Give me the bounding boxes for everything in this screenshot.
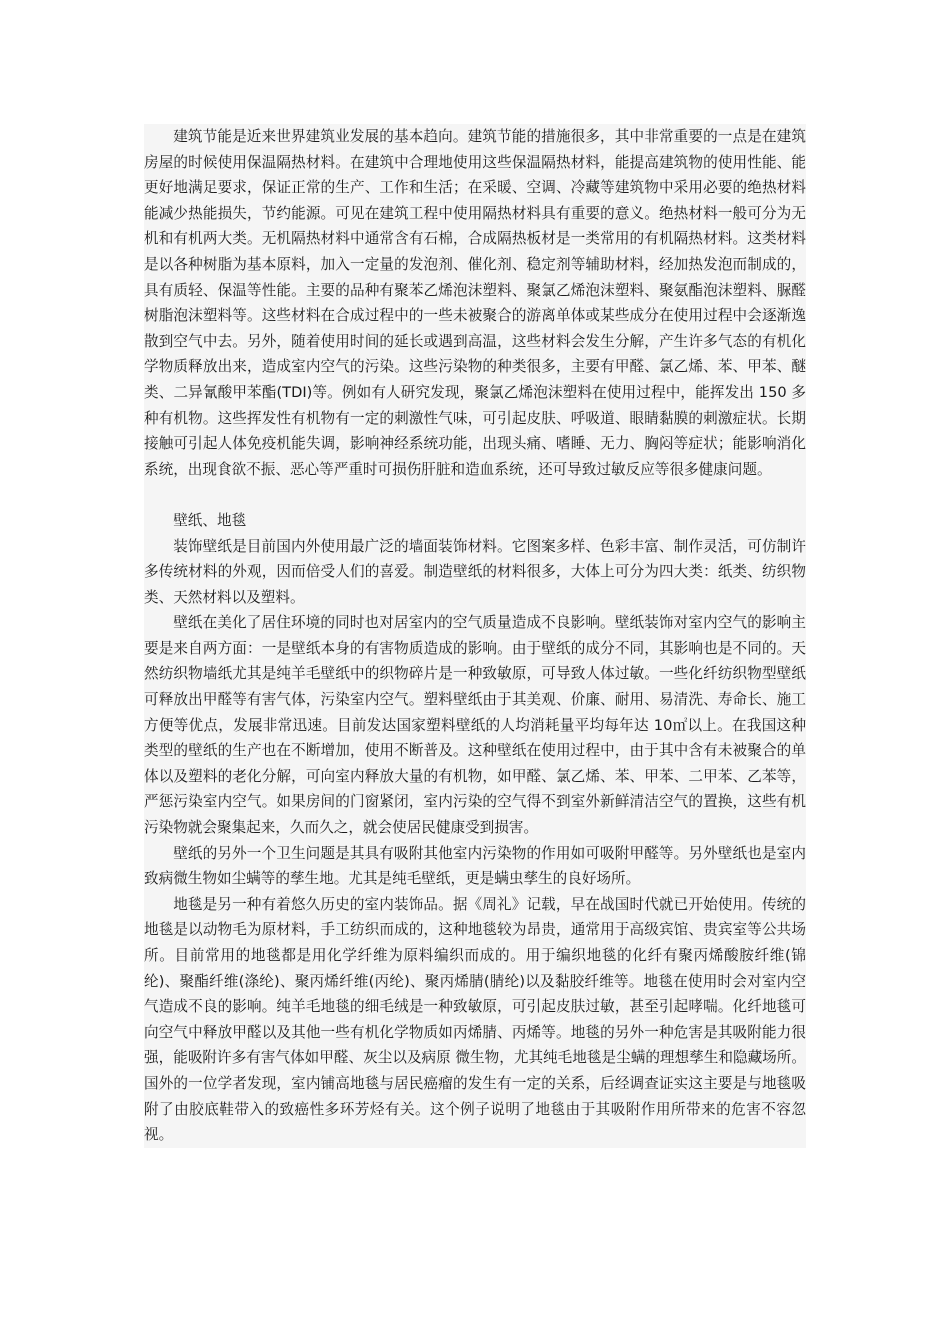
- intro-paragraph: 建筑节能是近来世界建筑业发展的基本趋向。建筑节能的措施很多，其中非常重要的一点是在建筑房屋的时候使用保温隔热材料。在建筑中合理地使用这些保温隔热材料，能提高建筑物的使用性能、能更好地满足要求，保证正常的生产、工作和生活；在采暖、空调、冷藏等建筑物中采用必要的绝热材料能减少热能损失，节约能源。可见在建筑工程中使用隔热材料具有重要的意义。绝热材料一般可分为无机和有机两大类。无机隔热材料中通常含有石棉，合成隔热板材是一类常用的有机隔热材料。这类材料是以各种树脂为基本原料，加入一定量的发泡剂、催化剂、稳定剂等辅助材料，经加热发泡而制成的，具有质轻、保温等性能。主要的品种有聚苯乙烯泡沫塑料、聚氯乙烯泡沫塑料、聚氨酯泡沫塑料、脲醛树脂泡沫塑料等。这些材料在合成过程中的一些未被聚合的游离单体或某些成分在使用过程中会逐渐逸散到空气中去。另外，随着使用时间的延长或遇到高温，这些材料会发生分解，产生许多气态的有机化学物质释放出来，造成室内空气的污染。这些污染物的种类很多，主要有甲醛、氯乙烯、苯、甲苯、醚类、二异氰酸甲苯酯(TDI)等。例如有人研究发现，聚氯乙烯泡沫塑料在使用过程中，能挥发出 150 多种有机物。这些挥发性有机物有一定的刺激性气味，可引起皮肤、呼吸道、眼睛黏膜的刺激症状。长期接触可引起人体免疫机能失调，影响神经系统功能，出现头痛、嗜睡、无力、胸闷等症状；能影响消化系统，出现食欲不振、恶心等严重时可损伤肝脏和造血系统，还可导致过敏反应等很多健康问题。: [144, 128, 806, 478]
- wallpaper-paragraph-3: 壁纸的另外一个卫生问题是其具有吸附其他室内污染物的作用如可吸附甲醛等。另外壁纸也是室内致病微生物如尘螨等的孳生地。尤其是纯毛壁纸，更是螨虫孳生的良好场所。: [144, 844, 806, 888]
- document-body: [144, 124, 806, 1148]
- section-heading: 壁纸、地毯: [173, 511, 247, 529]
- paragraph-spacer: [144, 482, 806, 508]
- carpet-paragraph: 地毯是另一种有着悠久历史的室内装饰品。据《周礼》记载，早在战国时代就已开始使用。传统的地毯是以动物毛为原材料，手工纺织而成的，这种地毯较为昂贵，通常用于高级宾馆、贵宾室等公共场所。目前常用的地毯都是用化学纤维为原料编织而成的。用于编织地毯的化纤有聚丙烯酸胺纤维(锦纶)、聚酯纤维(涤纶)、聚丙烯纤维(丙纶)、聚丙烯腈(腈纶)以及黏胶纤维等。地毯在使用时会对室内空气造成不良的影响。纯羊毛地毯的细毛绒是一种致敏原，可引起皮肤过敏，甚至引起哮喘。化纤地毯可向空气中释放甲醛以及其他一些有机化学物质如丙烯腈、丙烯等。地毯的另外一种危害是其吸附能力很强，能吸附许多有害气体如甲醛、灰尘以及病原 微生物，尤其纯毛地毯是尘螨的理想孳生和隐藏场所。国外的一位学者发现，室内铺高地毯与居民癌瘤的发生有一定的关系，后经调查证实这主要是与地毯吸附了由胶底鞋带入的致癌性多环芳烃有关。这个例子说明了地毯由于其吸附作用所带来的危害不容忽视。: [144, 895, 806, 1144]
- wallpaper-paragraph-2: 壁纸在美化了居住环境的同时也对居室内的空气质量造成不良影响。壁纸装饰对室内空气的影响主要是来自两方面：一是壁纸本身的有害物质造成的影响。由于壁纸的成分不同，其影响也是不同的。天然纺织物墙纸尤其是纯羊毛壁纸中的织物碎片是一种致敏原，可导致人体过敏。一些化纤纺织物型壁纸可释放出甲醛等有害气体，污染室内空气。塑料壁纸由于其美观、价廉、耐用、易清洗、寿命长、施工方便等优点，发展非常迅速。目前发达国家塑料壁纸的人均消耗量平均每年达 10㎡以上。在我国这种类型的壁纸的生产也在不断增加，使用不断普及。这种壁纸在使用过程中，由于其中含有未被聚合的单体以及塑料的老化分解，可向室内释放大量的有机物，如甲醛、氯乙烯、苯、甲苯、二甲苯、乙苯等，严惩污染室内空气。如果房间的门窗紧闭，室内污染的空气得不到室外新鲜清洁空气的置换，这些有机污染物就会聚集起来，久而久之，就会使居民健康受到损害。: [144, 614, 806, 837]
- wallpaper-paragraph-1: 装饰壁纸是目前国内外使用最广泛的墙面装饰材料。它图案多样、色彩丰富、制作灵活，可仿制许多传统材料的外观，因而倍受人们的喜爱。制造壁纸的材料很多，大体上可分为四大类：纸类、纺织物类、天然材料以及塑料。: [144, 537, 806, 606]
